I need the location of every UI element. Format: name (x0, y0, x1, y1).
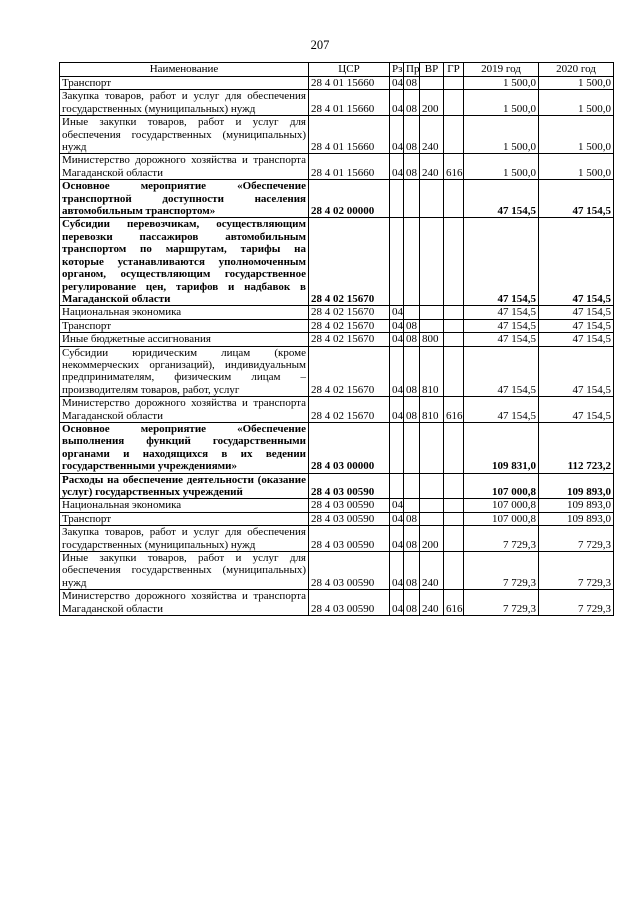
cell-csr: 28 4 02 15670 (309, 346, 390, 397)
cell-y2020: 47 154,5 (539, 306, 614, 319)
cell-name: Закупка товаров, работ и услуг для обеспечения государственных (муниципальных) нужд (60, 90, 309, 116)
cell-name: Иные бюджетные ассигнования (60, 333, 309, 346)
cell-rz: 04 (390, 499, 404, 512)
table-row (60, 180, 614, 218)
cell-y2019: 107 000,8 (464, 499, 539, 512)
cell-pr: 08 (404, 319, 420, 332)
cell-csr: 28 4 02 15670 (309, 218, 390, 306)
cell-csr: 28 4 03 00590 (309, 499, 390, 512)
cell-pr (404, 422, 420, 473)
cell-y2020: 7 729,3 (539, 590, 614, 616)
cell-pr: 08 (404, 333, 420, 346)
cell-vr: 200 (420, 526, 444, 552)
cell-pr (404, 180, 420, 218)
cell-name: Транспорт (60, 77, 309, 90)
cell-y2020: 47 154,5 (539, 346, 614, 397)
cell-gr (444, 306, 464, 319)
table-row (60, 346, 614, 397)
cell-rz (390, 422, 404, 473)
cell-rz (390, 218, 404, 306)
cell-rz: 04 (390, 346, 404, 397)
cell-gr (444, 552, 464, 590)
cell-gr (444, 116, 464, 154)
cell-rz: 04 (390, 590, 404, 616)
cell-csr: 28 4 03 00590 (309, 512, 390, 525)
cell-y2020: 1 500,0 (539, 90, 614, 116)
cell-vr: 240 (420, 154, 444, 180)
cell-gr (444, 422, 464, 473)
cell-vr: 200 (420, 90, 444, 116)
cell-gr (444, 512, 464, 525)
cell-csr: 28 4 03 00590 (309, 590, 390, 616)
cell-name: Национальная экономика (60, 499, 309, 512)
cell-csr: 28 4 01 15660 (309, 154, 390, 180)
cell-y2019: 7 729,3 (464, 552, 539, 590)
cell-gr (444, 218, 464, 306)
cell-gr (444, 90, 464, 116)
cell-csr: 28 4 01 15660 (309, 116, 390, 154)
cell-y2019: 1 500,0 (464, 116, 539, 154)
cell-vr (420, 499, 444, 512)
cell-y2019: 107 000,8 (464, 473, 539, 499)
table-row (60, 526, 614, 552)
budget-table (59, 62, 614, 616)
cell-rz: 04 (390, 319, 404, 332)
cell-pr: 08 (404, 397, 420, 423)
cell-csr: 28 4 02 15670 (309, 306, 390, 319)
header-gr: ГР (444, 63, 464, 77)
cell-name: Министерство дорожного хозяйства и транспорта Магаданской области (60, 397, 309, 423)
header-2020: 2020 год (539, 63, 614, 77)
cell-name: Национальная экономика (60, 306, 309, 319)
cell-csr: 28 4 02 00000 (309, 180, 390, 218)
cell-y2019: 7 729,3 (464, 526, 539, 552)
cell-name: Субсидии юридическим лицам (кроме некоммерческих организаций), индивидуальным предпринимателям, физическим лицам – производителям товаров, работ, услуг (60, 346, 309, 397)
table-row (60, 512, 614, 525)
cell-y2020: 1 500,0 (539, 77, 614, 90)
cell-name: Иные закупки товаров, работ и услуг для обеспечения государственных (муниципальных) нужд (60, 552, 309, 590)
cell-name: Расходы на обеспечение деятельности (оказание услуг) государственных учреждений (60, 473, 309, 499)
cell-rz: 04 (390, 90, 404, 116)
header-2019: 2019 год (464, 63, 539, 77)
cell-csr: 28 4 02 15670 (309, 319, 390, 332)
cell-gr (444, 180, 464, 218)
cell-vr: 800 (420, 333, 444, 346)
cell-rz: 04 (390, 512, 404, 525)
cell-rz (390, 473, 404, 499)
cell-y2020: 7 729,3 (539, 552, 614, 590)
cell-pr (404, 473, 420, 499)
cell-rz: 04 (390, 116, 404, 154)
cell-gr (444, 77, 464, 90)
table-row (60, 397, 614, 423)
cell-rz: 04 (390, 77, 404, 90)
table-row (60, 90, 614, 116)
cell-pr (404, 499, 420, 512)
cell-vr: 810 (420, 346, 444, 397)
cell-pr: 08 (404, 346, 420, 397)
table-row (60, 116, 614, 154)
cell-csr: 28 4 03 00000 (309, 422, 390, 473)
header-vr: ВР (420, 63, 444, 77)
table-row (60, 333, 614, 346)
cell-rz: 04 (390, 333, 404, 346)
cell-csr: 28 4 02 15670 (309, 397, 390, 423)
cell-vr: 240 (420, 590, 444, 616)
cell-pr: 08 (404, 154, 420, 180)
cell-pr: 08 (404, 590, 420, 616)
cell-y2019: 47 154,5 (464, 218, 539, 306)
cell-y2019: 47 154,5 (464, 397, 539, 423)
cell-rz: 04 (390, 397, 404, 423)
cell-y2019: 47 154,5 (464, 333, 539, 346)
cell-y2019: 109 831,0 (464, 422, 539, 473)
cell-name: Субсидии перевозчикам, осуществляющим перевозки пассажиров автомобильным транспортом по маршрутам, тарифы на которые устанавливаются уполномоченным органом, осуществляющим государственное регулирование цен, тарифов и надбавок в Магаданской области (60, 218, 309, 306)
cell-pr: 08 (404, 552, 420, 590)
header-name: Наименование (60, 63, 309, 77)
cell-name: Министерство дорожного хозяйства и транспорта Магаданской области (60, 154, 309, 180)
cell-y2019: 47 154,5 (464, 319, 539, 332)
cell-vr (420, 218, 444, 306)
cell-rz (390, 180, 404, 218)
cell-gr (444, 319, 464, 332)
cell-y2020: 47 154,5 (539, 397, 614, 423)
cell-vr (420, 512, 444, 525)
table-row (60, 319, 614, 332)
cell-y2020: 1 500,0 (539, 116, 614, 154)
cell-vr (420, 77, 444, 90)
cell-rz: 04 (390, 552, 404, 590)
cell-csr: 28 4 02 15670 (309, 333, 390, 346)
cell-pr: 08 (404, 90, 420, 116)
header-csr: ЦСР (309, 63, 390, 77)
table-row (60, 422, 614, 473)
page-number: 207 (310, 38, 330, 52)
cell-name: Министерство дорожного хозяйства и транспорта Магаданской области (60, 590, 309, 616)
cell-gr (444, 526, 464, 552)
cell-y2019: 47 154,5 (464, 346, 539, 397)
cell-name: Закупка товаров, работ и услуг для обеспечения государственных (муниципальных) нужд (60, 526, 309, 552)
cell-pr (404, 306, 420, 319)
header-pr: Пр (404, 63, 420, 77)
cell-pr (404, 218, 420, 306)
cell-gr: 616 (444, 397, 464, 423)
cell-gr (444, 346, 464, 397)
table-row (60, 590, 614, 616)
cell-pr: 08 (404, 526, 420, 552)
cell-y2020: 47 154,5 (539, 319, 614, 332)
cell-name: Транспорт (60, 512, 309, 525)
cell-vr (420, 422, 444, 473)
header-rz: Рз (390, 63, 404, 77)
cell-y2020: 109 893,0 (539, 512, 614, 525)
cell-gr (444, 333, 464, 346)
cell-y2020: 7 729,3 (539, 526, 614, 552)
cell-rz: 04 (390, 306, 404, 319)
cell-pr: 08 (404, 512, 420, 525)
cell-vr (420, 180, 444, 218)
table-body (60, 77, 614, 616)
table-row (60, 154, 614, 180)
table-row (60, 218, 614, 306)
cell-vr: 810 (420, 397, 444, 423)
cell-name: Основное мероприятие «Обеспечение выполнения функций государственными органами и находящихся в их ведении государственными учреждениями» (60, 422, 309, 473)
table-header-row (60, 63, 614, 77)
table-row (60, 473, 614, 499)
cell-y2020: 47 154,5 (539, 180, 614, 218)
cell-csr: 28 4 03 00590 (309, 473, 390, 499)
cell-y2019: 1 500,0 (464, 154, 539, 180)
cell-vr (420, 473, 444, 499)
cell-y2020: 47 154,5 (539, 333, 614, 346)
table-row (60, 77, 614, 90)
cell-pr: 08 (404, 116, 420, 154)
cell-gr: 616 (444, 590, 464, 616)
cell-y2019: 7 729,3 (464, 590, 539, 616)
cell-y2019: 107 000,8 (464, 512, 539, 525)
cell-y2019: 1 500,0 (464, 77, 539, 90)
table-row (60, 552, 614, 590)
cell-vr: 240 (420, 116, 444, 154)
cell-vr (420, 306, 444, 319)
cell-csr: 28 4 03 00590 (309, 526, 390, 552)
cell-gr (444, 499, 464, 512)
cell-y2020: 109 893,0 (539, 473, 614, 499)
cell-csr: 28 4 01 15660 (309, 77, 390, 90)
cell-vr (420, 319, 444, 332)
cell-y2019: 47 154,5 (464, 306, 539, 319)
cell-y2020: 109 893,0 (539, 499, 614, 512)
cell-csr: 28 4 01 15660 (309, 90, 390, 116)
cell-y2020: 112 723,2 (539, 422, 614, 473)
cell-name: Транспорт (60, 319, 309, 332)
table-row (60, 499, 614, 512)
cell-y2019: 1 500,0 (464, 90, 539, 116)
cell-gr (444, 473, 464, 499)
cell-y2020: 1 500,0 (539, 154, 614, 180)
cell-y2020: 47 154,5 (539, 218, 614, 306)
cell-gr: 616 (444, 154, 464, 180)
cell-rz: 04 (390, 526, 404, 552)
table-row (60, 306, 614, 319)
cell-vr: 240 (420, 552, 444, 590)
cell-rz: 04 (390, 154, 404, 180)
cell-y2019: 47 154,5 (464, 180, 539, 218)
cell-name: Иные закупки товаров, работ и услуг для обеспечения государственных (муниципальных) нужд (60, 116, 309, 154)
cell-name: Основное мероприятие «Обеспечение транспортной доступности населения автомобильным транспортом» (60, 180, 309, 218)
cell-pr: 08 (404, 77, 420, 90)
cell-csr: 28 4 03 00590 (309, 552, 390, 590)
